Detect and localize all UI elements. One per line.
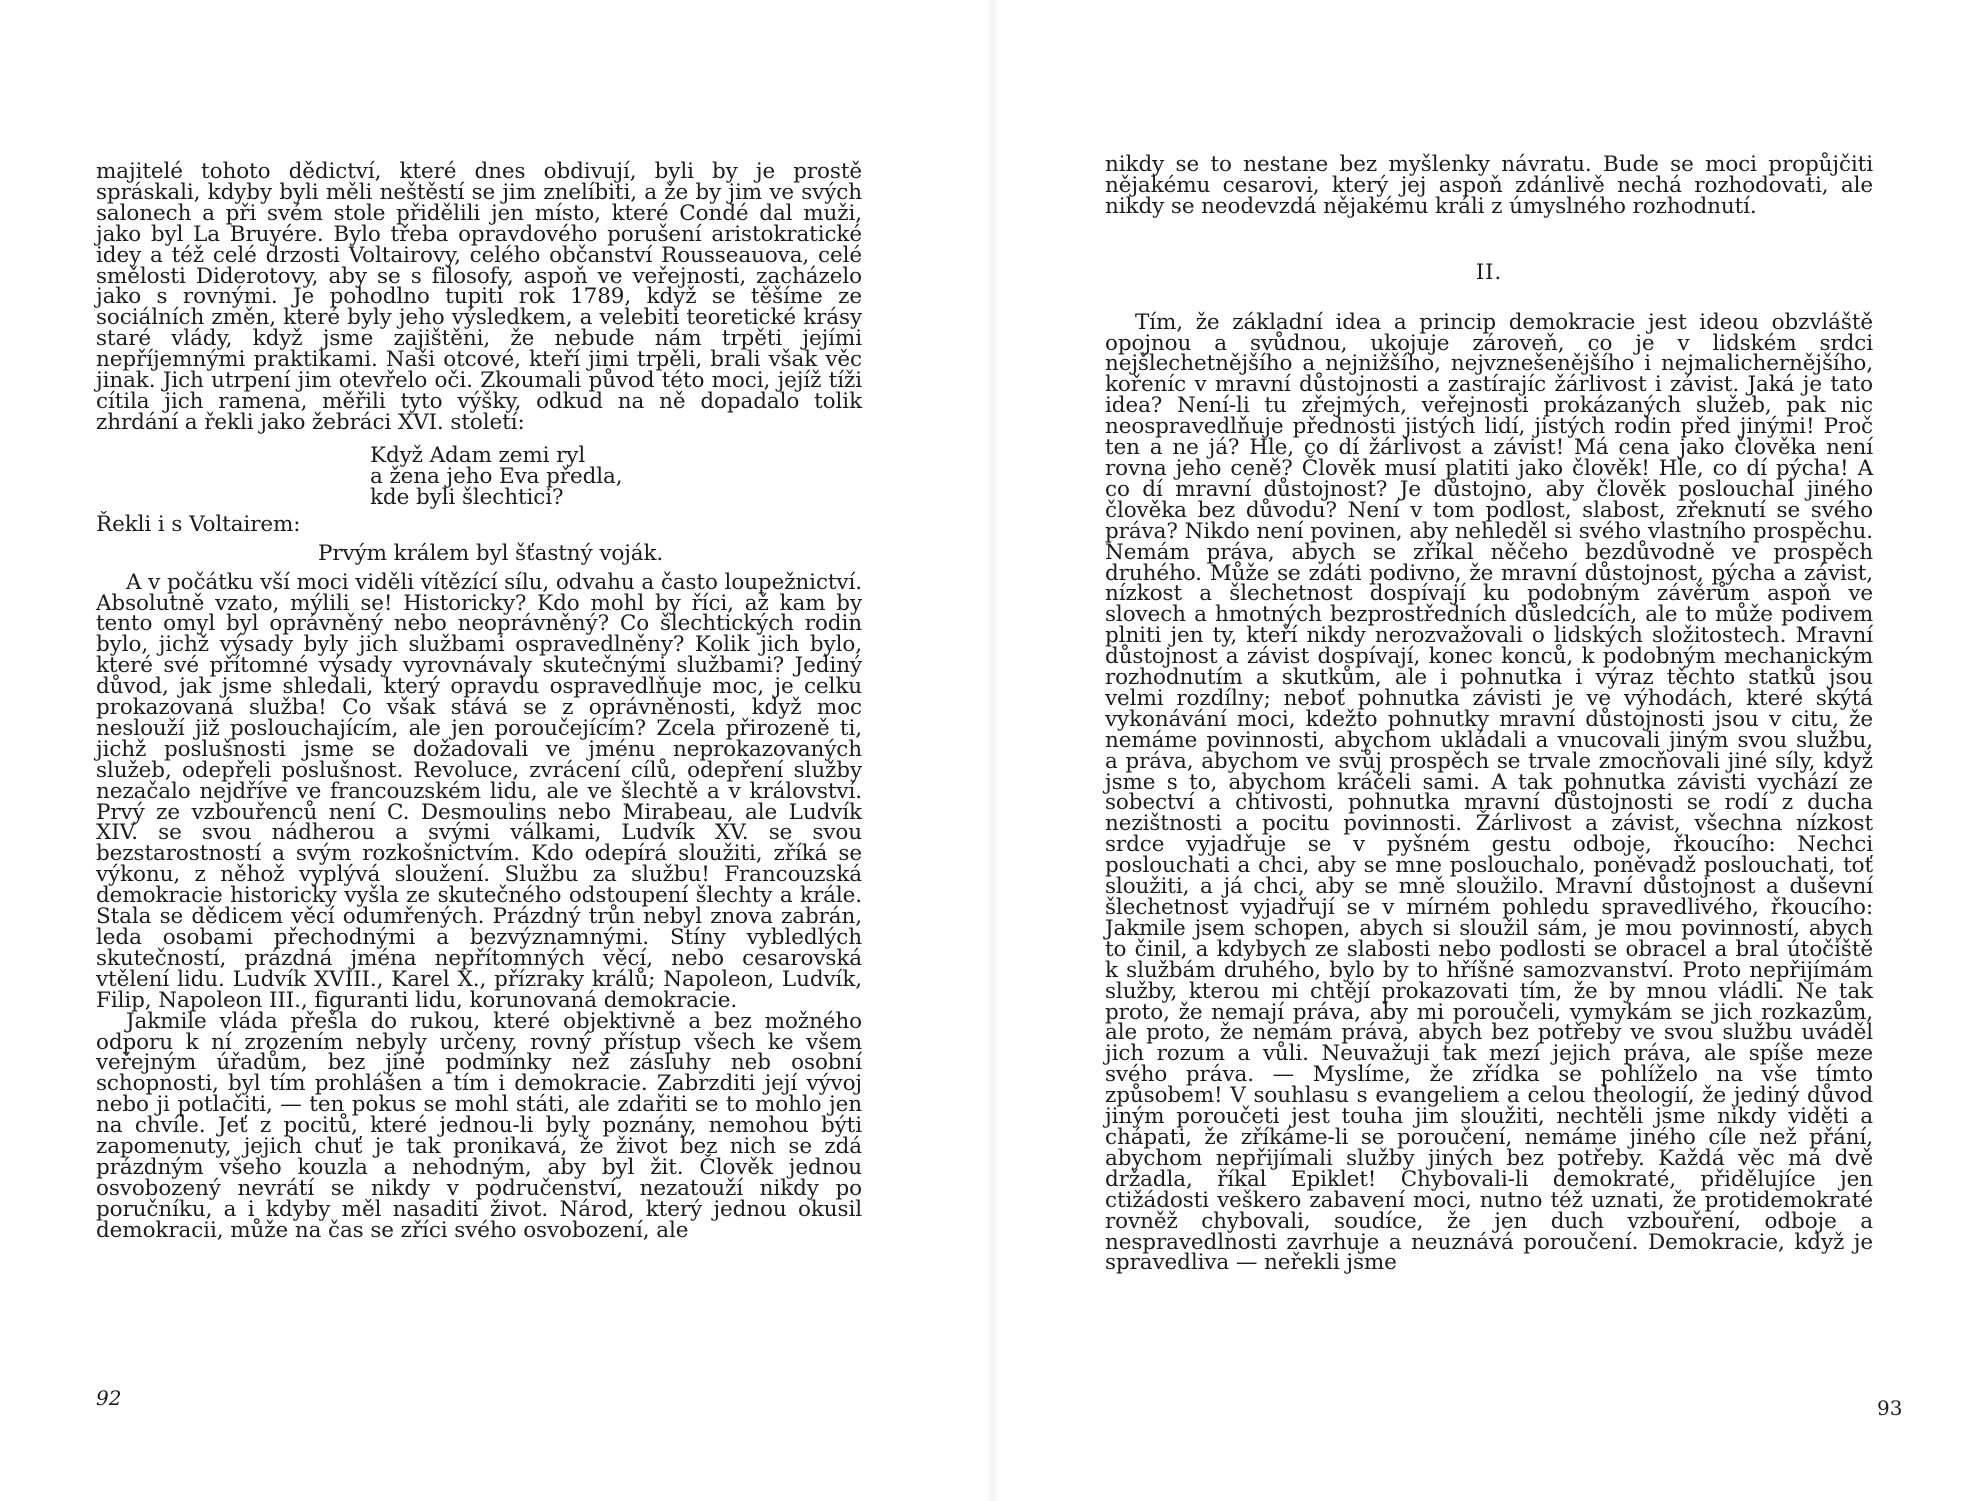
verse-line-2: a žena jeho Eva předla, [370,463,623,489]
verse-intro: Řekli i s Voltairem: [96,511,301,537]
left-paragraph-1: majitelé tohoto dědictví, které dnes obdivují, byli by je prostě spráskali, kdyby byli měli neštěstí se jim znelíbiti, a že by jim ve svých salonech a při svém stole přidělili jen místo, které Condé dal muži, jako byl La Bruyére. Bylo třeba opravdového porušení aristokratické idey a též celé drzosti Voltairovy, celého občanství Rousseauova, celé smělosti Diderotovy, aby se s filosofy, aspoň ve veřejnosti, zacházelo jako s rovnými. Je pohodlno tupiti rok 1789, když se těšíme ze sociálních změn, které byly jeho výsledkem, a velebiti teoretické krásy staré vlády, když jsme zajištěni, že nebude nám trpěti jejími nepříjemnými praktikami. Naši otcové, kteří jimi trpěli, brali však věc jinak. Jich utrpení jim otevřelo oči. Zkoumali původ této moci, jejíž tíži cítila jich ramena, měřili tyto výšky, odkud na ně dopadalo tolik zhrdání a řekli jako žebráci XVI. století: [96,159,862,435]
verse-adam [370,442,862,510]
right-paragraph-1: nikdy se to nestane bez myšlenky návratu. Bude se moci propůjčiti nějakému cesarovi, který jej aspoň zdánlivě nechá rozhodovati, ale nikdy se neodevzdá nějakému králi z úmyslného rozhodnutí. [1105,152,1873,219]
page-number-left: 92 [96,1386,122,1410]
verse-line-1: Když Adam zemi ryl [370,442,586,468]
left-paragraph-2: A v počátku vší moci viděli vítězící sílu, odvahu a často loupežnictví. Absolutně vzato, mýlili se! Historicky? Kdo mohl by říci, až kam by tento omyl byl oprávněný nebo neoprávněný? Co šlechtických rodin bylo, jichž výsady byly jich službami ospravedlněny? Kolik jich bylo, které své přítomné výsady vyrovnávaly skutečnými službami? Jediný důvod, jak jsme shledali, který opravdu ospravedlňuje moc, je celku prokazovaná služba! Co však stává se z oprávněnosti, když moc neslouží již poslouchajícím, ale jen poroučejícím? Zcela přirozeně ti, jichž poslušnosti jsme se dožadovali ve jménu neprokazovaných služeb, odepřeli poslušnost. Revoluce, zvrácení cílů, odepření služby nezačalo nejdříve ve francouzském lidu, ale ve šlechtě a v království. Prvý ze vzbouřenců není C. Desmoulins nebo Mirabeau, ale Ludvík XIV. se svou nádherou a svými válkami, Ludvík XV. se svou bezstarostností a svým rozkošnictvím. Kdo odepírá sloužiti, zříká se výkonu, z něhož vyplývá sloužení. Službu za službu! Francouzská demokracie historicky vyšla ze skutečného odstoupení šlechty a krále. Stala se dědicem věcí odumřených. Prázdný trůn nebyl znova zabrán, leda osobami přechodnými a bezvýznamnými. Stíny vybledlých skutečností, prázdná jména nepřítomných věcí, nebo cesarovská vtělení lidu. Ludvík XVIII., Karel X., přízraky králů; Napoleon, Ludvík, Filip, Napoleon III., figuranti lidu, korunovaná demokracie. [96,569,862,1013]
verse-voltaire: Prvým králem byl šťastný voják. [318,540,664,566]
page-number-right: 93 [1877,1396,1903,1420]
verse-line-3: kde byli šlechtici? [370,484,564,510]
right-page [993,0,1986,1501]
right-text-column [1105,152,1873,1276]
right-paragraph-2: Tím, že základní idea a princip demokracie jest ideou obzvláště opojnou a svůdnou, ukojuje zároveň, co je v lidském srdci nejšlechetnějšího a nejnižšího, nejvznešenějšího i nejmalichernějšího, kořeníc v mravní důstojnosti a zastírajíc žárlivost i závist. Jaká je tato idea? Není-li tu zřejmých, veřejnosti prokázaných služeb, pak nic neospravedlňuje přednosti jistých lidí, jistých rodin před jinými! Proč ten a ne já? Hle, co dí žárlivost a závist! Má cena jako člověka není rovna jeho ceně? Člověk musí platiti jako člověk! Hle, co dí pýcha! A co dí mravní důstojnost? Je důstojno, aby člověk poslouchal jiného člověka bez důvodu? Není v tom podlost, slabost, zřeknutí se svého práva? Nikdo není povinen, aby nehleděl si svého vlastního prospěchu. Nemám práva, abych se zříkal něčeho bezdůvodně ve prospěch druhého. Může se zdáti podivno, že mravní důstojnost, pýcha a závist, nízkost a šlechetnost dospívají ku podobným závěrům aspoň ve slovech a hmotných bezprostředních důsledcích, ale to může podivem plniti jen ty, kteří nikdy nerozvažovali o lidských složitostech. Mravní důstojnost a závist dospívají, konec konců, k podobným mechanickým rozhodnutím a skutkům, ale i pohnutka i výraz těchto statků jsou velmi rozdílny; neboť pohnutka závisti je ve výhodách, které skýtá vykonávání moci, kdežto pohnutky mravní důstojnosti jsou v citu, že nemáme povinnosti, abychom ukládali a vnucovali jiným svou službu, a práva, abychom ve svůj prospěch se trvale zmocňovali jiné síly, když jsme s to, abychom kráčeli sami. A tak pohnutka závisti vychází ze sobectví a chtivosti, pohnutka mravní důstojnosti se rodí z ducha nezištnosti a pocitu povinnosti. Žárlivost a závist, všechna nízkost srdce vyjadřuje se v pyšném gestu odboje, řkoucího: Nechci poslouchati a chci, aby se mne poslouchalo, poněvadž poslouchati, toť sloužiti, a já chci, aby se mně sloužilo. Mravní důstojnost a duševní šlechetnost vyjadřují se v mírném pohledu spravedlivého, řkoucího: Jakmile jsem schopen, abych si sloužil sám, je mou povinností, abych to činil, a kdybych ze slabosti nebo podlosti se obracel a bral útočiště k službám druhého, bylo by to hříšné samozvanství. Proto nepřijímám služby, kterou mi chtějí prokazovati tím, že by mnou vládli. Ne tak proto, že nemají práva, aby mi poroučeli, vymykám se jich rozkazům, ale proto, že nemám práva, abych bez potřeby ve svou službu uváděl jich rozum a vůli. Neuvažuji tak mezí jejich práva, ale spíše meze svého práva. — Myslíme, že zřídka se pohlíželo na vše tímto způsobem! V souhlasu s evangeliem a celou theologií, že jediný důvod jiným poroučeti jest touha jim sloužiti, nechtěli jsme nikdy viděti a chápati, že zříkáme-li se poroučení, nemáme jiného cíle než přání, abychom nepřijímali služby jiných bez potřeby. Každá věc má dvě držadla, říkal Epiklet! Chybovali-li demokraté, přidělujíce jen ctižádosti veškero zabavení moci, nutno též uznati, že protidemokraté rovněž chybovali, soudíce, že jen duch vzbouření, odboje a nespravedlnosti zavrhuje a neuznává poroučení. Demokracie, když je spravedliva — neřekli jsme [1105,309,1873,1276]
left-text-column [96,159,862,1243]
section-heading: II. [1475,259,1503,284]
left-paragraph-3: Jakmile vláda přešla do rukou, které objektivně a bez možného odporu k ní zrozením nebyly určeny, rovný přístup všech ke všem veřejným úřadům, bez jiné podmínky než zásluhy neb osobní schopnosti, byl tím prohlášen a tím i demokracie. Zabrzditi její vývoj nebo ji potlačiti, — ten pokus se mohl státi, ale zdařiti se to mohlo jen na chvíle. Jeť z pocitů, které jednou-li byly poznány, nemohou býti zapomenuty, jejich chuť je tak pronikavá, že život bez nich se zdá prázdným všeho kouzla a nehodným, aby byl žit. Člověk jednou osvobozený nevrátí se nikdy v područenství, nezatouží nikdy po poručníku, a i kdyby měl nasaditi život. Národ, který jednou okusil demokracii, může na čas se zříci svého osvobození, ale [96,1008,862,1243]
